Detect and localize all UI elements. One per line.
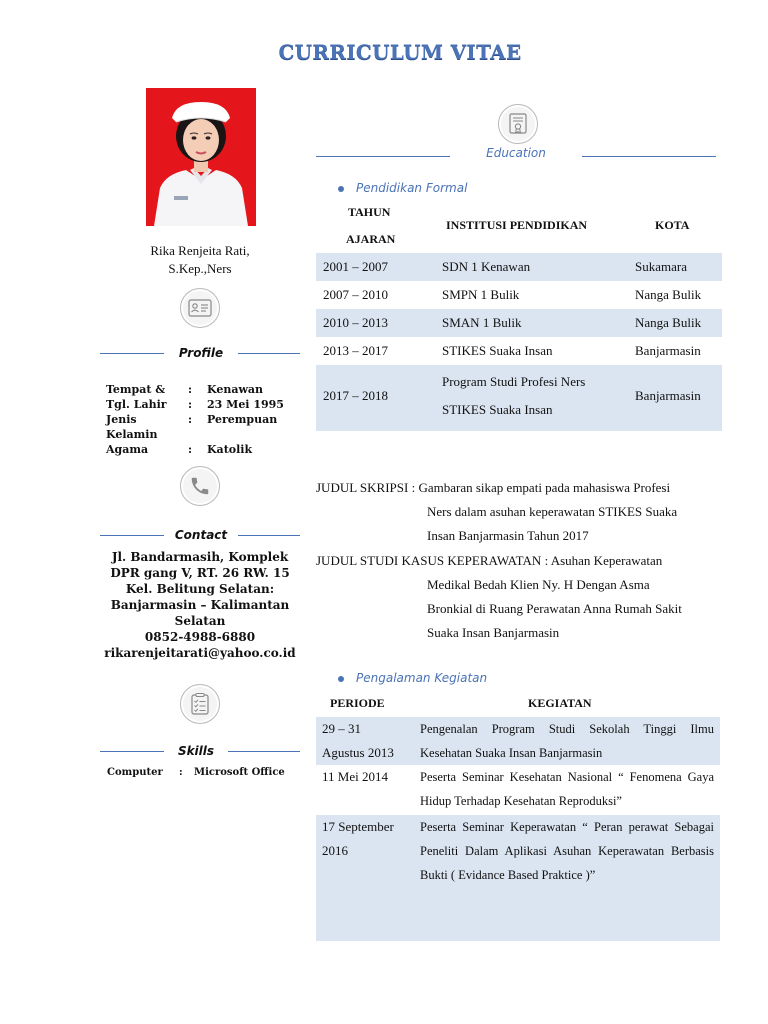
bullet-icon [338,676,344,682]
person-name: Rika Renjeita Rati, S.Kep.,Ners [150,243,250,276]
judul-studi-label: JUDUL STUDI KASUS KEPERAWATAN [316,553,542,568]
profile-row: Tgl. Lahir : 23 Mei 1995 [106,398,284,411]
phone-icon [180,466,220,506]
profile-row: Tempat & : Kenawan [106,383,264,396]
table-row: 2001 – 2007 SDN 1 Kenawan Sukamara [316,253,722,281]
header-periode: PERIODE [330,696,385,710]
skill-row: Computer : Microsoft Office [107,767,285,778]
id-card-icon [180,288,220,328]
header-kota: KOTA [655,218,690,232]
profile-list [106,382,306,457]
divider [100,751,164,752]
table-row: 2007 – 2010 SMPN 1 Bulik Nanga Bulik [323,287,702,302]
divider [238,535,300,536]
table-row: 2017 – 2018 Program Studi Profesi Ners STIKES Suaka Insan Banjarmasin [316,365,722,431]
pendidikan-heading: Pendidikan Formal [338,181,467,195]
profile-row: Agama : Katolik [106,443,253,456]
divider [100,353,164,354]
judul-skripsi-label: JUDUL SKRIPSI [316,480,409,495]
divider [238,353,300,354]
section-profile-label: Profile [178,346,224,360]
table-row: 2010 – 2013 SMAN 1 Bulik Nanga Bulik [316,309,722,337]
profile-row: Kelamin [106,428,158,441]
divider [316,156,450,157]
pengalaman-heading: Pengalaman Kegiatan [338,671,487,685]
judul-studi-kasus: JUDUL STUDI KASUS KEPERAWATAN : Asuhan Keperawatan Medikal Bedah Klien Ny. H Dengan Asma Bronkial di Ruang Perawatan Anna Rumah Sakit Suaka Insan Banjarmasin [316,553,682,640]
section-skills-label: Skills [177,744,215,758]
page-title: CURRICULUM VITAE [278,40,522,64]
divider [228,751,300,752]
table-row: 2013 – 2017 STIKES Suaka Insan Banjarmasin [323,343,701,358]
checklist-icon [180,684,220,724]
header-ajaran: AJARAN [346,232,396,246]
header-tahun: TAHUN [348,205,391,219]
nurse-portrait-icon [146,88,256,226]
header-kegiatan: KEGIATAN [528,696,592,710]
divider [582,156,716,157]
header-institusi: INSTITUSI PENDIDIKAN [446,218,588,232]
table-row: 17 September 2016 Peserta Seminar Keperawatan “ Peran perawat Sebagai Peneliti Dalam Aplikasi Asuhan Keperawatan Berbasis Bukti ( Evidance Based Praktice )” [316,815,720,941]
divider [100,535,164,536]
section-education-label: Education [486,146,546,160]
table-row: 29 – 31 Agustus 2013 Pengenalan Program Studi Sekolah Tinggi Ilmu Kesehatan Suaka Insan Banjarmasin [316,717,720,765]
contact-info: Jl. Bandarmasih, Komplek DPR gang V, RT. 26 RW. 15 Kel. Belitung Selatan: Banjarmasin – Kalimantan Selatan 0852-4988-6880 rikarenjeitarati@yahoo.co.id [100,549,300,661]
certificate-icon [498,104,538,144]
judul-skripsi: JUDUL SKRIPSI : Gambaran sikap empati pada mahasiswa Profesi Ners dalam asuhan keperawatan STIKES Suaka Insan Banjarmasin Tahun 2017 [316,480,678,543]
profile-row: Jenis : Perempuan [106,413,278,426]
email-address: rikarenjeitarati@yahoo.co.id [104,646,296,660]
table-row: 11 Mei 2014 Peserta Seminar Kesehatan Nasional “ Fenomena Gaya Hidup Terhadap Kesehatan Reproduksi” [322,769,714,808]
bullet-icon [338,186,344,192]
profile-photo [146,88,256,226]
section-contact-label: Contact [174,528,228,542]
